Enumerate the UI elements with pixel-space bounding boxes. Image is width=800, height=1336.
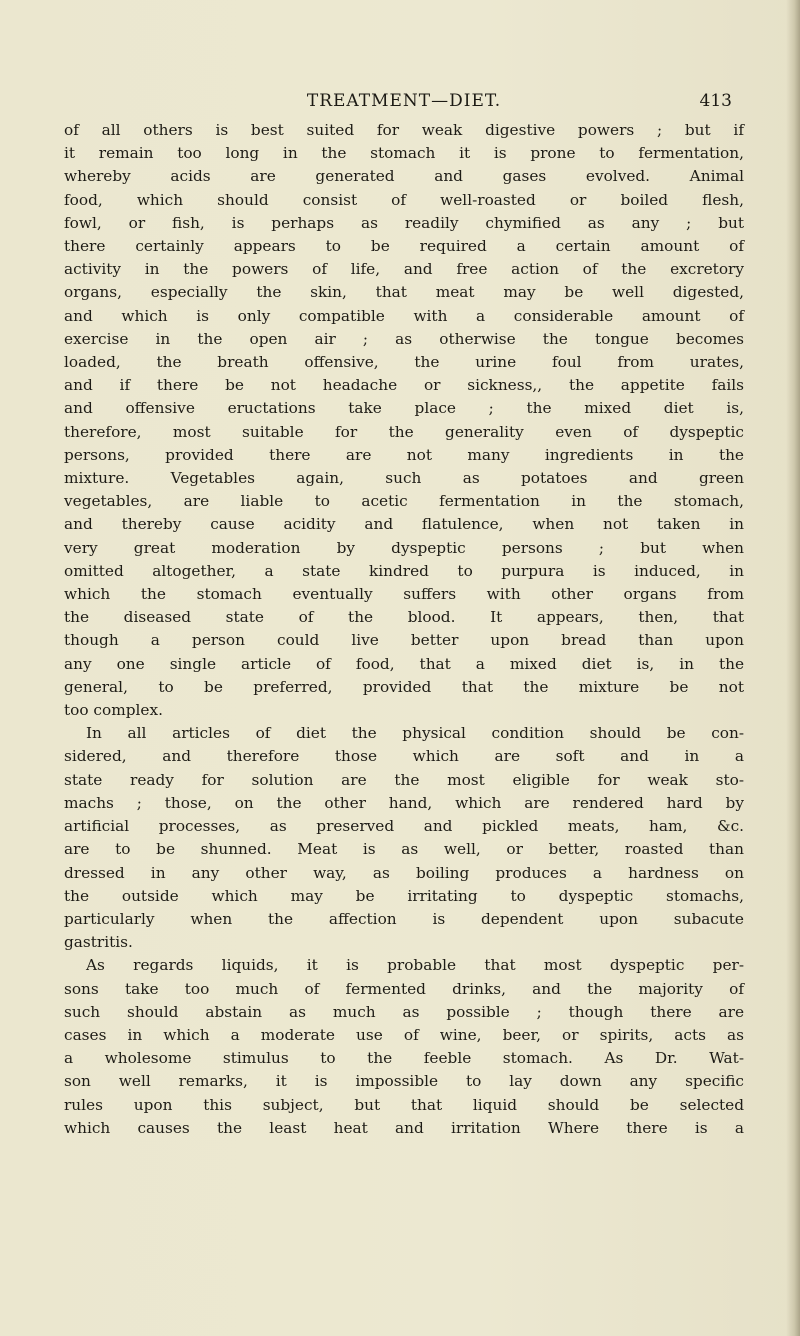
text-line: gastritis. [64, 933, 133, 952]
text-line: which causes the least heat and irritation Where there is a [64, 1118, 744, 1137]
text-line: cases in which a moderate use of wine, beer, or spirits, acts as [64, 1025, 744, 1044]
text-line: exercise in the open air ; as otherwise the tongue becomes [64, 329, 744, 348]
text-line: and offensive eructations take place ; the mixed diet is, [64, 399, 744, 418]
text-line: which the stomach eventually suffers with other organs from [64, 585, 744, 604]
body-text [64, 119, 744, 1140]
paragraph [64, 119, 744, 722]
text-line: and if there be not headache or sickness,, the appetite fails [64, 376, 744, 395]
text-line: persons, provided there are not many ingredients in the [64, 445, 744, 464]
text-line: of all others is best suited for weak digestive powers ; but if [64, 121, 744, 139]
text-line: son well remarks, it is impossible to lay down any specific [64, 1072, 744, 1091]
text-line: a wholesome stimulus to the feeble stomach. As Dr. Wat- [64, 1049, 744, 1068]
text-line: state ready for solution are the most eligible for weak sto- [64, 770, 744, 789]
running-title: TREATMENT—DIET. [306, 91, 502, 111]
text-line: whereby acids are generated and gases evolved. Animal [64, 167, 744, 186]
text-line: artificial processes, as preserved and pickled meats, ham, &c. [64, 817, 744, 836]
text-line: sons take too much of fermented drinks, and the majority of [64, 979, 744, 998]
text-line: vegetables, are liable to acetic fermentation in the stomach, [64, 492, 744, 511]
paragraph [64, 722, 744, 954]
text-line: and thereby cause acidity and flatulence, when not taken in [64, 515, 744, 534]
page-number: 413 [699, 91, 732, 111]
text-line: rules upon this subject, but that liquid should be selected [64, 1095, 744, 1114]
text-line: As regards liquids, it is probable that most dyspeptic per- [86, 956, 744, 975]
text-line: organs, especially the skin, that meat may be well digested, [64, 283, 744, 302]
text-line: loaded, the breath offensive, the urine foul from urates, [64, 353, 744, 372]
page-edge-shadow [786, 0, 800, 1336]
text-line: omitted altogether, a state kindred to purpura is induced, in [64, 561, 744, 580]
text-line: general, to be preferred, provided that the mixture be not [64, 677, 744, 696]
text-line: fowl, or fish, is perhaps as readily chymified as any ; but [64, 213, 744, 232]
text-line: dressed in any other way, as boiling produces a hardness on [64, 863, 744, 882]
text-line: therefore, most suitable for the generality even of dyspeptic [64, 422, 744, 441]
text-line: there certainly appears to be required a certain amount of [64, 237, 744, 256]
text-line: activity in the powers of life, and free action of the excretory [64, 260, 744, 279]
text-line: food, which should consist of well-roasted or boiled flesh, [64, 190, 744, 209]
text-line: In all articles of diet the physical condition should be con- [86, 724, 744, 743]
text-line: and which is only compatible with a considerable amount of [64, 306, 744, 325]
text-line: though a person could live better upon bread than upon [64, 631, 744, 650]
text-line: mixture. Vegetables again, such as potatoes and green [64, 469, 744, 488]
text-line: too complex. [64, 701, 163, 720]
text-line: the diseased state of the blood. It appears, then, that [64, 608, 744, 627]
text-line: machs ; those, on the other hand, which are rendered hard by [64, 793, 744, 812]
text-line: the outside which may be irritating to dyspeptic stomachs, [64, 886, 744, 905]
text-line: it remain too long in the stomach it is prone to fermentation, [64, 144, 744, 163]
paragraph [64, 954, 744, 1140]
page-header [64, 88, 744, 114]
text-line: are to be shunned. Meat is as well, or better, roasted than [64, 840, 744, 859]
text-line: particularly when the affection is dependent upon subacute [64, 909, 744, 928]
text-line: such should abstain as much as possible ; though there are [64, 1002, 744, 1021]
text-line: sidered, and therefore those which are soft and in a [64, 747, 744, 766]
text-line: any one single article of food, that a mixed diet is, in the [64, 654, 744, 673]
text-line: very great moderation by dyspeptic persons ; but when [64, 538, 744, 557]
